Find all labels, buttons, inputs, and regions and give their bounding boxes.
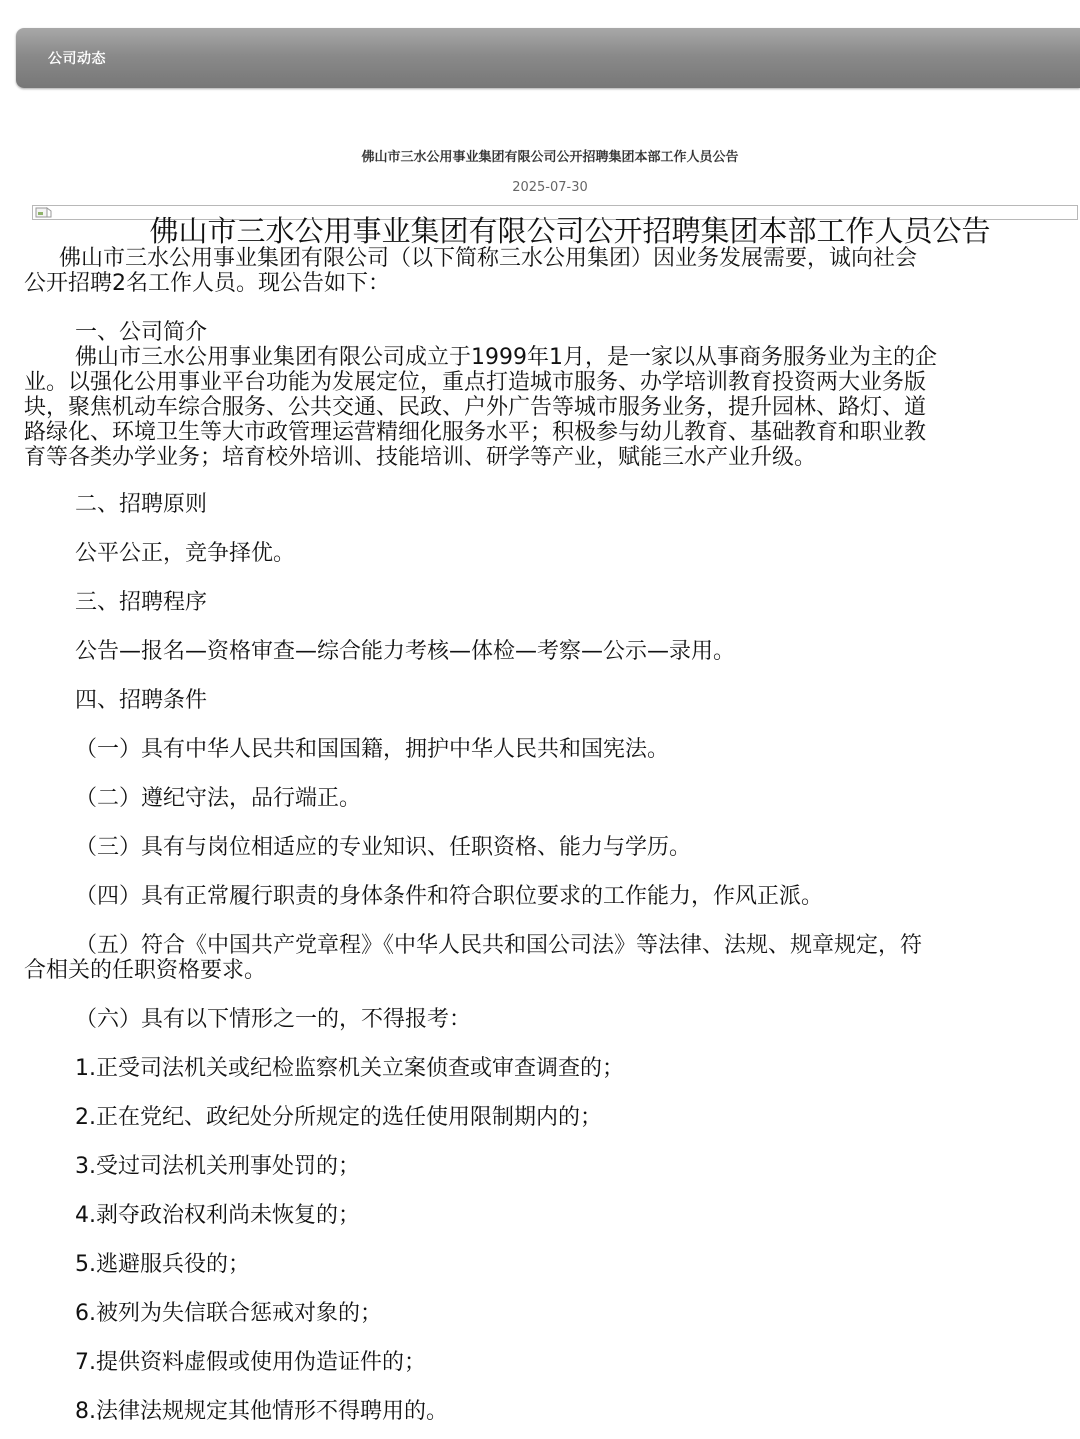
section-3-heading: 三、招聘程序: [75, 590, 208, 615]
intro-line-1: 佛山市三水公用事业集团有限公司（以下简称三水公用集团）因业务发展需要，诚向社会: [59, 246, 918, 271]
exclusion-item: 7.提供资料虚假或使用伪造证件的；: [75, 1350, 426, 1375]
section-1-line-1: 佛山市三水公用事业集团有限公司成立于1999年1月，是一家以从事商务服务业为主的企: [75, 345, 937, 370]
document-title: 佛山市三水公用事业集团有限公司公开招聘集团本部工作人员公告: [149, 214, 991, 248]
section-3-body: 公告—报名—资格审查—综合能力考核—体检—考察—公示—录用。: [75, 639, 736, 664]
intro-line-2: 公开招聘2名工作人员。现公告如下：: [24, 271, 390, 296]
section-1-line-2: 业。以强化公用事业平台功能为发展定位，重点打造城市服务、办学培训教育投资两大业务版: [24, 370, 927, 395]
article-date: 2025-07-30: [512, 180, 588, 195]
exclusion-item: 4.剥夺政治权利尚未恢复的；: [75, 1203, 360, 1228]
exclusion-item: 3.受过司法机关刑事处罚的；: [75, 1154, 360, 1179]
exclusion-item: 6.被列为失信联合惩戒对象的；: [75, 1301, 382, 1326]
condition-6: （六）具有以下情形之一的，不得报考：: [75, 1007, 472, 1032]
condition-3: （三）具有与岗位相适应的专业知识、任职资格、能力与学历。: [75, 835, 692, 860]
article-title: 佛山市三水公用事业集团有限公司公开招聘集团本部工作人员公告: [361, 150, 739, 165]
condition-4: （四）具有正常履行职责的身体条件和符合职位要求的工作能力，作风正派。: [75, 884, 824, 909]
section-1-line-3: 块，聚焦机动车综合服务、公共交通、民政、户外广告等城市服务业务，提升园林、路灯、道: [24, 395, 927, 420]
section-1-line-4: 路绿化、环境卫生等大市政管理运营精细化服务水平；积极参与幼儿教育、基础教育和职业教: [24, 420, 927, 445]
condition-1: （一）具有中华人民共和国国籍，拥护中华人民共和国宪法。: [75, 737, 670, 762]
section-1-heading: 一、公司简介: [75, 320, 208, 345]
condition-2: （二）遵纪守法，品行端正。: [75, 786, 362, 811]
condition-5-line-1: （五）符合《中国共产党章程》《中华人民共和国公司法》等法律、法规、规章规定，符: [75, 933, 923, 958]
exclusion-item: 5.逃避服兵役的；: [75, 1252, 250, 1277]
section-2-heading: 二、招聘原则: [75, 492, 208, 517]
header-bar: [16, 28, 1080, 88]
section-2-body: 公平公正，竞争择优。: [75, 541, 296, 566]
section-1-line-5: 育等各类办学业务；培育校外培训、技能培训、研学等产业，赋能三水产业升级。: [24, 445, 817, 470]
exclusion-item: 8.法律法规规定其他情形不得聘用的。: [75, 1399, 448, 1424]
exclusion-item: 1.正受司法机关或纪检监察机关立案侦查或审查调查的；: [75, 1056, 624, 1081]
exclusion-item: 2.正在党纪、政纪处分所规定的选任使用限制期内的；: [75, 1105, 602, 1130]
header-title[interactable]: 公司动态: [48, 51, 106, 67]
condition-5-line-2: 合相关的任职资格要求。: [24, 958, 267, 983]
section-4-heading: 四、招聘条件: [75, 688, 208, 713]
